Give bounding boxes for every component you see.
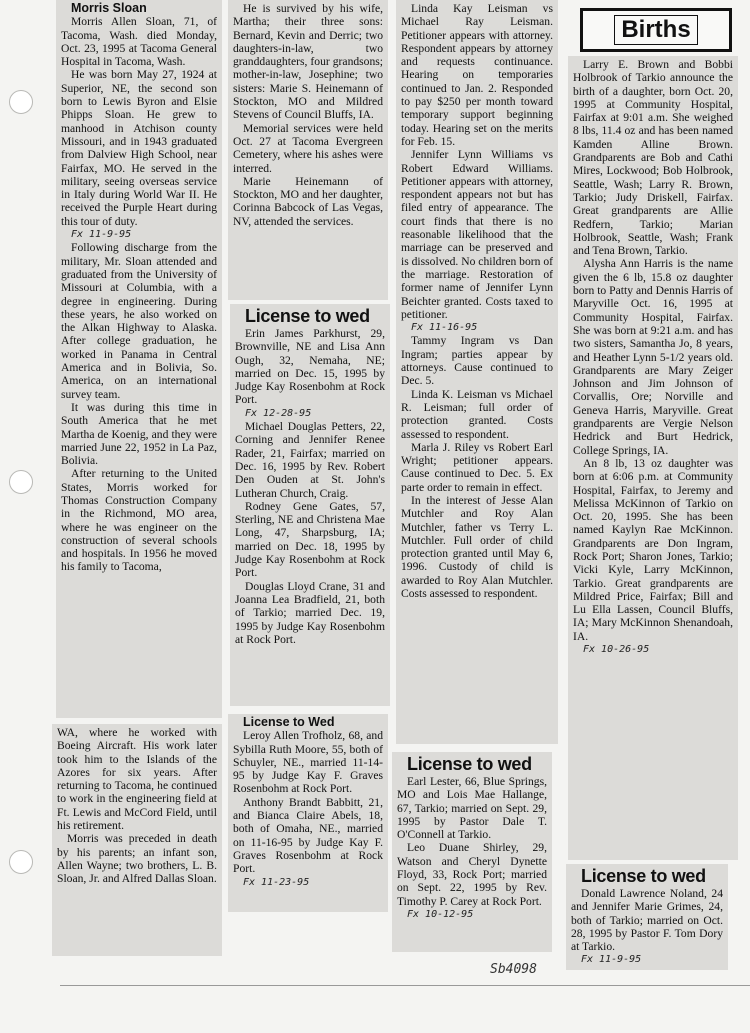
obituary-continued-clipping: [52, 724, 222, 956]
license-heading: License to Wed: [243, 715, 335, 729]
license-heading: License to wed: [581, 866, 706, 886]
handwritten-note: Fx 11-23-95: [243, 876, 310, 888]
obituary-paragraph: He was born May 27, 1924 at Superior, NE, the second son born to Lewis Byron and Elsie Phipps Sloan. He grew to manhood in Atchison county Missouri, and in 1943 graduated from Dalview High School, near Fairfax, MO. He served in the military, seeing overseas service in Italy during World War II. He received the Purple Heart during this tour of duty.: [61, 68, 217, 228]
survivors-paragraph: Memorial services were held Oct. 27 at Tacoma Evergreen Cemetery, where his ashes were interred.: [233, 121, 383, 175]
obituary-paragraph: Morris Allen Sloan, 71, of Tacoma, Wash. died Monday, Oct. 23, 1995 at Tacoma General Hospital in Tacoma, Wash.: [61, 15, 217, 69]
license-to-wed-clipping-3: [392, 752, 552, 952]
obituary-paragraph: After returning to the United States, Morris worked for Thomas Construction Company in the Richmond, MO area, where he was engineer on the construction of several schools and hospitals. In 1956 he moved his family to Tacoma,: [61, 467, 217, 574]
court-entry: Linda Kay Leisman vs Michael Ray Leisman. Petitioner appears with attorney. Respondent appears by attorney and requests continuance. Hearing on temporaries continued to Jan. 2. Responded to pay $250 per month toward temporary support beginning today. Hearing set on the merits for Feb. 15.: [401, 2, 553, 148]
birth-announcement: An 8 lb, 13 oz daughter was born at 6:06 p.m. at Community Hospital, Fairfax, to Jeremy and Melissa McKinnon of Tarkio on Oct. 20, 1995. She has been named Kaylyn Rae McKinnon. Grandparents are Don Ingram, Rock Port; Sharon Jones, Tarkio; Vicki Kyle, Larry McKinnon, Tarkio. Great grandparents are Mildred Price, Fairfax; Bill and Lu Ella Lassen, Council Bluffs, IA; Mary McKinnon Shenandoah, IA.: [573, 456, 733, 643]
license-entry: Anthony Brandt Babbitt, 21, and Bianca Claire Abels, 18, both of Omaha, NE., married on 11-16-95 by Judge Kay F. Graves Rosenbohm at Rock Port.: [233, 795, 383, 876]
punch-hole-middle: [9, 470, 33, 494]
births-heading: Births: [614, 15, 697, 45]
court-proceedings-clipping: [396, 0, 558, 744]
page-edge-line: [60, 985, 750, 986]
license-entry: Rodney Gene Gates, 57, Sterling, NE and Christena Mae Long, 47, Sharpsburg, IA; married on Dec. 18, 1995 by Judge Kay Rosenbohm at Rock Port.: [235, 499, 385, 580]
license-heading: License to wed: [245, 306, 370, 326]
obituary-title: Morris Sloan: [71, 1, 147, 15]
license-to-wed-clipping-1: [230, 304, 390, 706]
license-entry: Michael Douglas Petters, 22, Corning and Jennifer Renee Rader, 21, Fairfax; married on Dec. 16, 1995 by Rev. Robert Den Ouden at St. John's Lutheran Church, Craig.: [235, 420, 385, 500]
handwritten-note: Fx 10-26-95: [583, 644, 650, 656]
survivors-paragraph: Marie Heinemann of Stockton, MO and her daughter, Corinna Babcock of Las Vegas, NV, attended the services.: [233, 174, 383, 228]
handwritten-note: Fx 12-28-95: [245, 407, 312, 419]
births-clipping: [568, 56, 738, 860]
court-entry: Linda K. Leisman vs Michael R. Leisman; full order of protection granted. Costs assessed to respondent.: [401, 387, 553, 441]
license-entry: Donald Lawrence Noland, 24 and Jennifer Marie Grimes, 24, both of Tarkio; married on Oct. 28, 1995 by Pastor F. Tom Dory at Tarkio.: [571, 887, 723, 954]
court-entry: Jennifer Lynn Williams vs Robert Edward Williams. Petitioner appears with attorney, respondent appears not but has filed entry of appearance. The court finds that there is no reasonable likelihood that the marriage can be preserved and is dissolved. No children born of the marriage. Restoration of former name of Jennifer Lynn Beichter granted. Costs taxed to petitioner.: [401, 148, 553, 321]
punch-hole-bottom: [9, 850, 33, 874]
handwritten-note: Fx 10-12-95: [407, 908, 474, 920]
license-entry: Earl Lester, 66, Blue Springs, MO and Lois Mae Hallange, 67, Tarkio; married on Sept. 29, 1995 by Pastor Dale T. O'Connell at Tarkio.: [397, 775, 547, 842]
obituary-paragraph: It was during this time in South America that he met Martha de Koenig, and they were married June 22, 1952 in La Paz, Bolivia.: [61, 400, 217, 468]
handwritten-note: Fx 11-9-95: [71, 229, 132, 241]
survivors-paragraph: He is survived by his wife, Martha; their three sons: Bernard, Kevin and Derric; two daughters-in-law, two granddaughters, four grandsons; mother-in-law, Josephine; two sisters: Marie S. Heinemann of Stockton, MO and Mildred Stevens of Council Bluffs, IA.: [233, 2, 383, 122]
license-to-wed-clipping-4: [566, 864, 728, 970]
birth-announcement: Larry E. Brown and Bobbi Holbrook of Tarkio announce the birth of a daughter, born Oct. 20, 1995 at Community Hospital, Fairfax at 9:01 a.m. She weighed 8 lbs, 11.4 oz and has been named Kamden Alline Brown. Grandparents are Bob and Cathi Mires, Lockwood; Bob Holbrook, Seattle, Wash; Larry R. Brown, Tarkio; Judy Driskell, Fairfax. Great grandparents are Allie Redfern, Tarkio; Marian Holbrook, Seattle, Wash; Frank and Tena Brown, Tarkio.: [573, 58, 733, 258]
births-heading-box: [580, 8, 732, 52]
court-entry: Tammy Ingram vs Dan Ingram; parties appear by attorneys. Cause continued to Dec. 5.: [401, 334, 553, 388]
license-entry: Erin James Parkhurst, 29, Brownville, NE and Lisa Ann Ough, 32, Nemaha, NE; married on Dec. 15, 1995 by Judge Kay Rosenbohm at Rock Port.: [235, 327, 385, 407]
handwritten-note: Fx 11-9-95: [581, 954, 642, 966]
birth-announcement: Alysha Ann Harris is the name given the 6 lb, 15.8 oz daughter born to Patty and Dennis Harris of Maryville Oct. 16, 1995 at Community Hospital, Fairfax. She was born at 9:21 a.m. and has two sisters, Samantha Jo, 8 years, and Heather Lynn 5-1/2 years old. Grandparents are Mary Zeiger Johnson and Jim Johnson of Corvallis, Ore; Norville and Geneva Harris, Maryville. Great grandparents are Vergie Nelson Hedrick and Burt Hedrick, College Springs, IA.: [573, 257, 733, 457]
license-to-wed-clipping-2: [228, 714, 388, 912]
punch-hole-top: [9, 90, 33, 114]
obituary-paragraph: WA, where he worked with Boeing Aircraft. His work later took him to the Islands of the Azores for six years. After returning to Tacoma, he continued to work in the engineering field at Ft. Lewis and McCord Field, until his retirement.: [57, 726, 217, 833]
survivors-clipping: [228, 0, 388, 300]
obituary-paragraph: Morris was preceded in death by his parents; an infant son, Allen Wayne; two brothers, L. B. Sloan, Jr. and Alfred Dallas Sloan.: [57, 832, 217, 886]
obituary-paragraph: Following discharge from the military, Mr. Sloan attended and graduated from the University of Missouri at Columbia, with a degree in engineering. During these years, he also worked on the Alkan Highway to Alaska. After college graduation, he worked in Panama in Central America and in Bolivia, So. America, on an international survey team.: [61, 241, 217, 401]
archive-number: Sb4098: [490, 962, 537, 977]
license-entry: Douglas Lloyd Crane, 31 and Joanna Lea Bradfield, 21, both of Tarkio; married Dec. 19, 1995 by Judge Kay Rosenbohm at Rock Port.: [235, 579, 385, 646]
court-entry: Marla J. Riley vs Robert Earl Wright; petitioner appears. Cause continued to Dec. 5. Ex parte order to remain in effect.: [401, 440, 553, 494]
obituary-clipping: [56, 0, 222, 718]
court-entry: In the interest of Jesse Alan Mutchler and Roy Alan Mutchler, father vs Terry L. Mutchler. Full order of child protection granted until May 6, 1996. Custody of child is awarded to Roy Alan Mutchler. Costs assessed to respondent.: [401, 493, 553, 601]
handwritten-note: Fx 11-16-95: [411, 322, 478, 334]
license-entry: Leo Duane Shirley, 29, Watson and Cheryl Dynette Floyd, 33, Rock Port; married on Sept. 22, 1995 by Rev. Timothy P. Carey at Rock Port.: [397, 841, 547, 908]
license-heading: License to wed: [407, 754, 532, 774]
license-entry: Leroy Allen Trofholz, 68, and Sybilla Ruth Moore, 55, both of Schuyler, NE., married 11-14-95 by Judge Kay F. Graves Rosenbohm at Rock Port.: [233, 729, 383, 796]
